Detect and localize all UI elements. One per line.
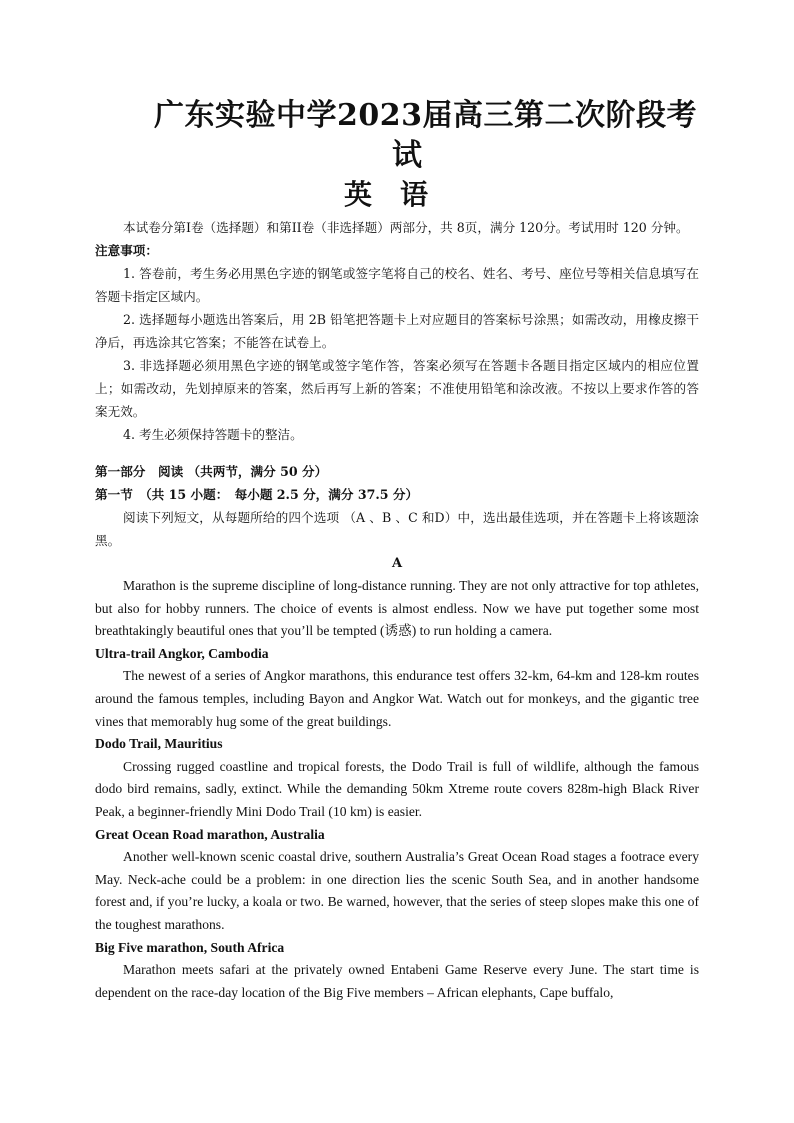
subject-title: 英语 [343,178,456,211]
notes-block [95,239,699,446]
part-title: 第一部分 阅读 （共两节，满分 50 分） [95,464,328,479]
notes-title: 注意事项： [95,243,158,258]
passage-intro: Marathon is the supreme discipline of long-distance running. They are not only attractive for top athletes, but also for hobby runners. The choice of events is almost endless. Now we have put together some most breathtakingly beautiful ones that you’ll be tempted (诱惑) to run holding a camera. [95,578,699,639]
exam-header [95,0,699,216]
section-title: 第一节 （共 15 小题： 每小题 2.5 分，满分 37.5 分） [95,487,419,502]
passage-section-text: Crossing rugged coastline and tropical forests, the Dodo Trail is full of wildlife, although the famous dodo bird remains, sadly, extinct. While the demanding 50km Xtreme route covers 828m-high Black River Peak, a beginner-friendly Mini Dodo Trail (10 km) is easier. [95,758,699,819]
passage-section-heading: Ultra-trail Angkor, Cambodia [95,645,269,661]
passage-letter: A [391,556,403,571]
passage-section-heading: Great Ocean Road marathon, Australia [95,826,325,842]
passage-section-text: The newest of a series of Angkor marathons, this endurance test offers 32-km, 64-km and 128-km routes around the famous temples, including Bayon and Angkor Wat. Watch out for monkeys, and the gigantic tree vines that memorably hug some of the great buildings. [95,668,699,729]
passage-section-text: Marathon meets safari at the privately owned Entabeni Game Reserve every June. The start time is dependent on the race-day location of the Big Five members – African elephants, Cape buffalo, [95,962,699,1000]
note-item: 3. 非选择题必须用黑色字迹的钢笔或签字笔作答，答案必须写在答题卡各题目指定区域内的相应位置上；如需改动，先划掉原来的答案，然后再写上新的答案；不准使用铅笔和涂改液。不按以上要求作答的答案无效。 [95,358,699,419]
passage-section-heading: Dodo Trail, Mauritius [95,736,223,752]
note-item: 1. 答卷前，考生务必用黑色字迹的钢笔或签字笔将自己的校名、姓名、考号、座位号等相关信息填写在答题卡指定区域内。 [95,266,699,304]
note-item: 2. 选择题每小题选出答案后，用 2B 铅笔把答题卡上对应题目的答案标号涂黑；如需改动，用橡皮擦干净后，再选涂其它答案；不能答在试卷上。 [95,312,699,350]
section-instruction: 阅读下列短文，从每题所给的四个选项 （A 、B 、C 和D）中，选出最佳选项，并在答题卡上将该题涂黑。 [95,510,699,548]
exam-intro: 本试卷分第I卷（选择题）和第II卷（非选择题）两部分，共 8页，满分 120分。考试用时 120 分钟。 [123,220,689,235]
exam-title: 广东实验中学2023届高三第二次阶段考 [154,98,697,133]
passage-section-heading: Big Five marathon, South Africa [95,939,285,955]
note-item: 4. 考生必须保持答题卡的整洁。 [123,427,303,442]
passage-section-text: Another well-known scenic coastal drive, southern Australia’s Great Ocean Road stages a footrace every May. Neck-ache could be a problem: in one direction lies the scenic South Sea, and in another handsome forest and, if you’re lucky, a koala or two. Be warned, however, that the series of steep slopes make this one of the toughest marathons. [95,849,699,932]
exam-title-continued: 试 [392,138,422,173]
